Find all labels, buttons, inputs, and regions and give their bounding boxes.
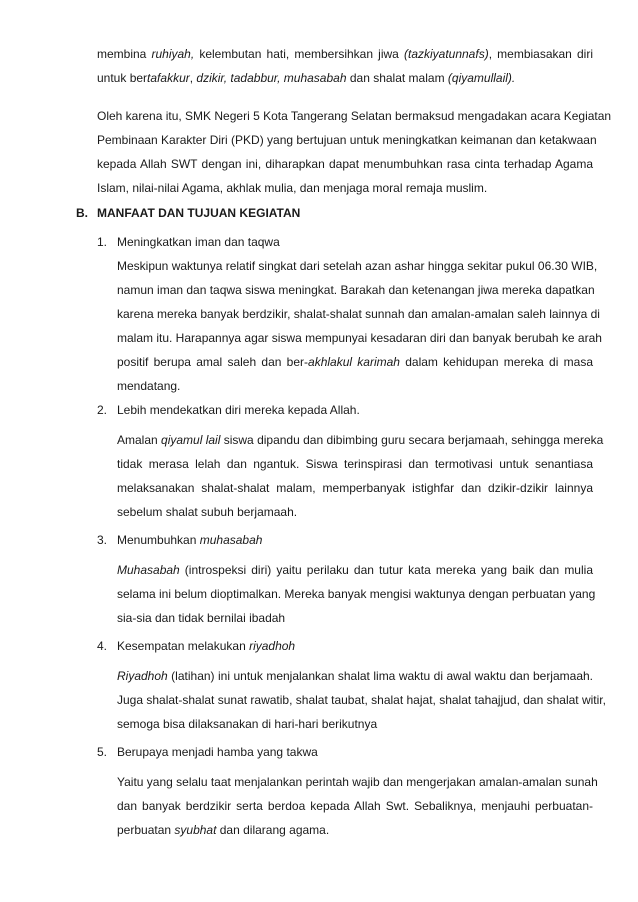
text-line — [97, 66, 593, 90]
list-item-title — [97, 400, 360, 420]
text-line — [117, 582, 596, 606]
text-run: dan shalat malam — [346, 71, 448, 85]
text-run: perbuatan — [117, 823, 175, 837]
text-run: dalam kehidupan mereka di masa — [399, 355, 593, 369]
text-line — [117, 500, 593, 524]
italic-run: qiyamul lail — [161, 433, 221, 447]
text-line — [97, 42, 593, 66]
list-item-title — [97, 232, 280, 252]
text-line — [117, 278, 593, 302]
list-item-title — [97, 530, 262, 550]
text-line: Pembinaan Karakter Diri (PKD) yang bertujuan untuk meningkatkan keimanan dan ketakwaan — [97, 133, 597, 147]
text-line — [117, 770, 598, 794]
text-line — [117, 818, 593, 842]
list-item-body — [117, 428, 604, 524]
text-line — [117, 712, 593, 736]
text-run: untuk ber — [97, 71, 148, 85]
text-run: Juga shalat-shalat sunat rawatib, shalat taubat, shalat hajat, shalat tahajjud, dan shalat witir, — [117, 693, 606, 707]
text-run: Yaitu yang selalu taat menjalankan perintah wajib dan mengerjakan amalan-amalan sunah — [117, 775, 598, 789]
text-line: Oleh karena itu, SMK Negeri 5 Kota Tangerang Selatan bermaksud mengadakan acara Kegiatan — [97, 109, 612, 123]
text-line — [117, 558, 593, 582]
list-number: 4. — [97, 639, 108, 653]
text-run: malam itu. Harapannya agar siswa mempunyai kesadaran diri dan banyak berubah ke arah — [117, 331, 602, 345]
list-item-body — [117, 254, 602, 398]
text-line: Islam, nilai-nilai Agama, akhlak mulia, dan menjaga moral remaja muslim. — [97, 181, 488, 195]
text-run: , — [189, 71, 197, 85]
intro-paragraph-1 — [97, 42, 593, 90]
italic-run: (tazkiyatunnafs) — [403, 47, 489, 61]
list-item-body — [117, 558, 596, 630]
list-number: 5. — [97, 745, 108, 759]
text-run: Meningkatkan iman dan taqwa — [117, 235, 280, 249]
text-run: melaksanakan shalat-shalat malam, memperbanyak istighfar dan dzikir-dzikir lainnya — [117, 481, 593, 495]
text-run: (introspeksi diri) yaitu perilaku dan tutur kata mereka yang baik dan mulia — [179, 563, 593, 577]
text-run: sia-sia dan tidak bernilai ibadah — [117, 611, 286, 625]
italic-run: riyadhoh — [249, 639, 296, 653]
italic-run: akhlakul karimah — [308, 355, 400, 369]
text-run: dan banyak berdzikir serta berdoa kepada Allah Swt. Sebaliknya, menjauhi perbuatan- — [117, 799, 593, 813]
list-item-body — [117, 770, 598, 842]
italic-run: (qiyamullail). — [447, 71, 516, 85]
text-run: Meskipun waktunya relatif singkat dari setelah azan ashar hingga sekitar pukul 06.30 WIB, — [117, 259, 598, 273]
list-item-title — [97, 636, 295, 656]
text-run: karena mereka banyak berdzikir, shalat-shalat sunnah dan amalan-amalan saleh lainnya di — [117, 307, 600, 321]
text-run: Menumbuhkan — [117, 533, 200, 547]
list-number: 3. — [97, 533, 108, 547]
text-line — [117, 606, 593, 630]
text-run: sebelum shalat subuh berjamaah. — [117, 505, 298, 519]
text-run: tidak merasa lelah dan ngantuk. Siswa terinspirasi dan termotivasi untuk senantiasa — [117, 457, 593, 471]
text-run: Berupaya menjadi hamba yang takwa — [117, 745, 318, 759]
text-line — [117, 664, 593, 688]
text-run: Kesempatan melakukan — [117, 639, 250, 653]
text-line — [117, 350, 593, 374]
section-heading — [76, 206, 300, 220]
text-run: Lebih mendekatkan diri mereka kepada Allah. — [117, 403, 360, 417]
text-line — [117, 254, 598, 278]
text-run: positif berupa amal saleh dan ber- — [117, 355, 309, 369]
text-line — [117, 476, 593, 500]
italic-run: ruhiyah, — [151, 47, 195, 61]
text-run: selama ini belum dioptimalkan. Mereka banyak mengisi waktunya dengan perbuatan yang — [117, 587, 596, 601]
section-title: MANFAAT DAN TUJUAN KEGIATAN — [97, 206, 301, 220]
list-item-body — [117, 664, 606, 736]
text-run: dan dilarang agama. — [216, 823, 330, 837]
text-line — [117, 326, 602, 350]
text-run: siswa dipandu dan dibimbing guru secara berjamaah, sehingga mereka — [220, 433, 604, 447]
list-number: 2. — [97, 403, 108, 417]
text-line — [117, 794, 593, 818]
italic-run: muhasabah — [199, 533, 263, 547]
text-line: kepada Allah SWT dengan ini, diharapkan dapat menumbuhkan rasa cinta terhadap Agama — [97, 157, 593, 171]
text-run: semoga bisa dilaksanakan di hari-hari berikutnya — [117, 717, 378, 731]
text-line — [117, 452, 593, 476]
italic-run: Riyadhoh — [117, 669, 168, 683]
text-line — [117, 374, 593, 398]
text-line — [117, 428, 604, 452]
italic-run: Muhasabah — [117, 563, 180, 577]
text-run: membina — [97, 47, 152, 61]
text-run: kelembutan hati, membersihkan jiwa — [194, 47, 404, 61]
list-number: 1. — [97, 235, 108, 249]
section-letter: B. — [76, 206, 88, 220]
text-run: , membiasakan diri — [488, 47, 593, 61]
text-line — [117, 302, 600, 326]
text-run: Amalan — [117, 433, 162, 447]
text-run: namun iman dan taqwa siswa meningkat. Barakah dan ketenangan jiwa mereka dapatkan — [117, 283, 595, 297]
italic-run: syubhat — [174, 823, 217, 837]
italic-run: tafakkur — [147, 71, 190, 85]
list-item-title — [97, 742, 318, 762]
intro-paragraph-2 — [97, 104, 612, 200]
text-run: mendatang. — [117, 379, 181, 393]
italic-run: dzikir, tadabbur, muhasabah — [196, 71, 347, 85]
text-line — [117, 688, 606, 712]
text-run: (latihan) ini untuk menjalankan shalat lima waktu di awal waktu dan berjamaah. — [167, 669, 593, 683]
